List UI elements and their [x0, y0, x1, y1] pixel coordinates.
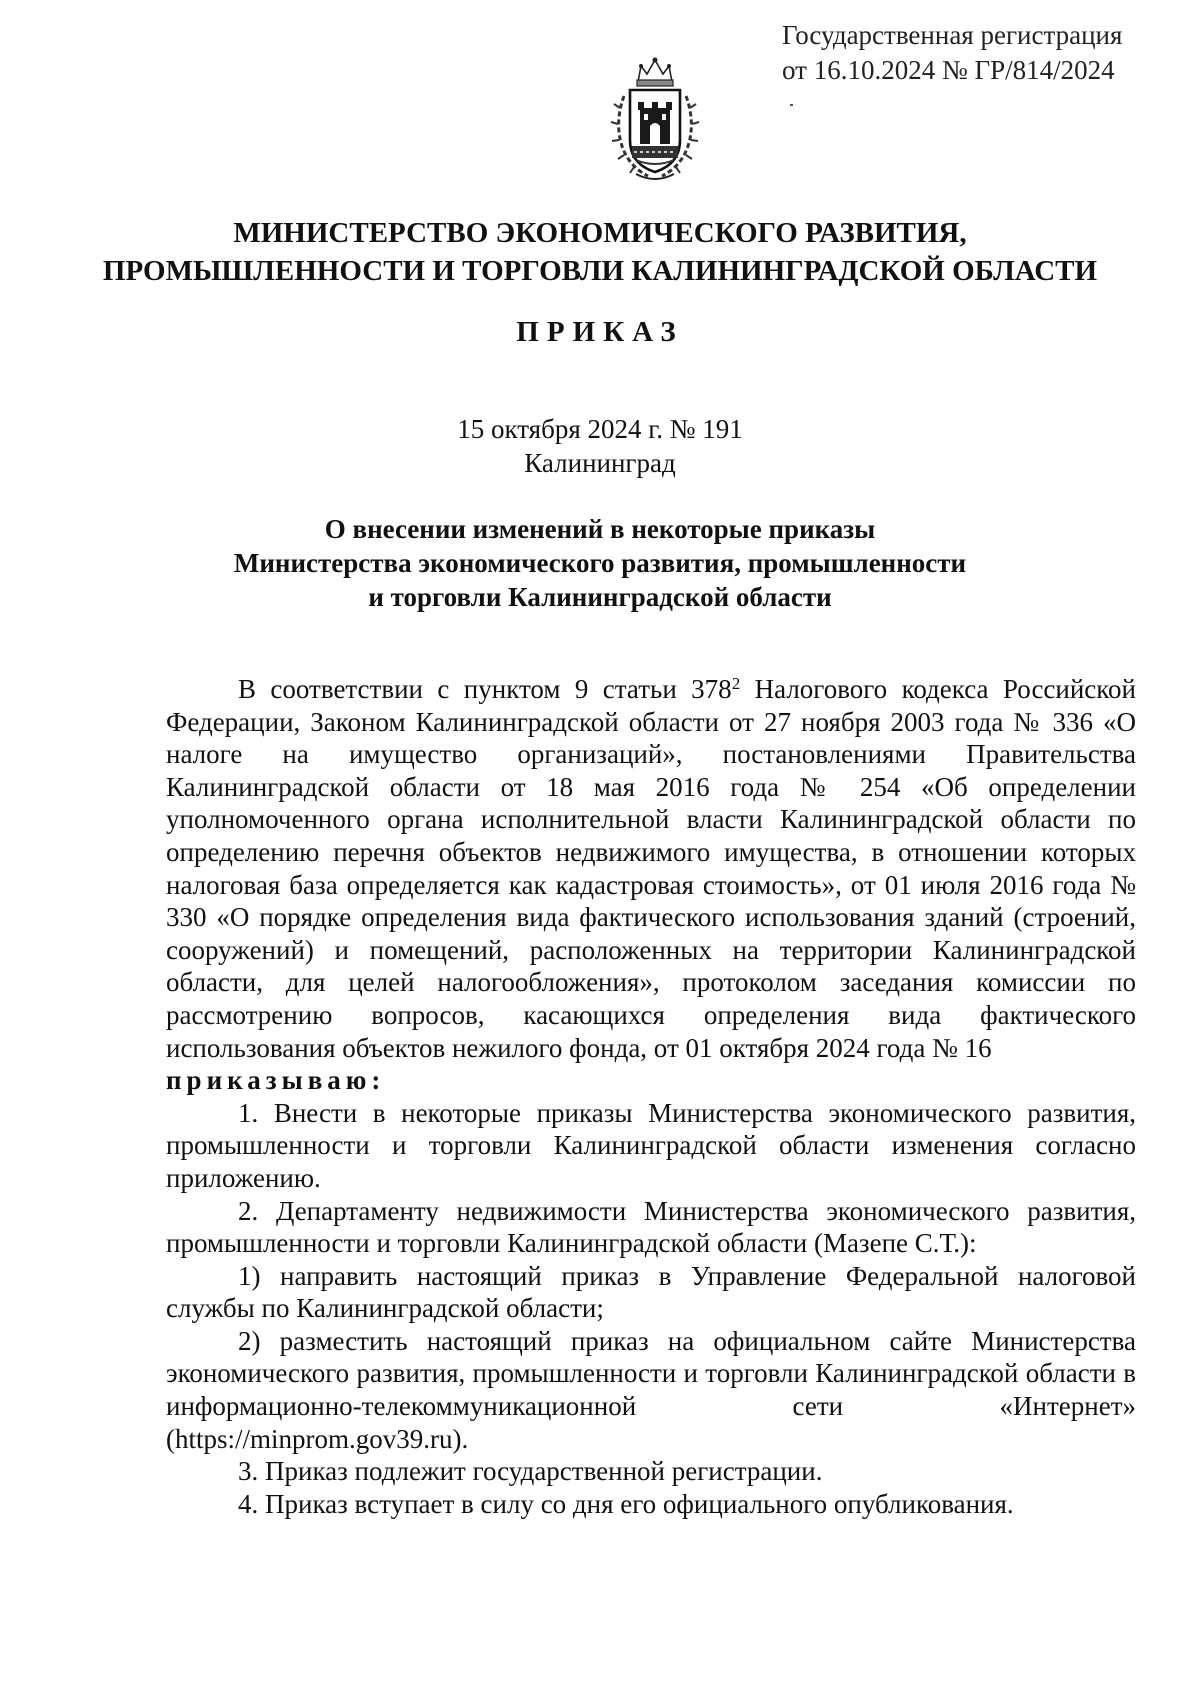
ministry-line-2: ПРОМЫШЛЕННОСТИ И ТОРГОВЛИ КАЛИНИНГРАДСКОЙ ОБЛАСТИ: [102, 255, 1098, 287]
order-body: [166, 673, 1136, 1520]
scan-dot: [790, 104, 793, 106]
order-date-number: 15 октября 2024 г. № 191: [457, 414, 743, 444]
order-city: Калининград: [524, 448, 676, 478]
item-2-sub-2: 2) разместить настоящий приказ на официальном сайте Министерства экономического развития, промышленности и торговли Калининградской области в информационно-телекоммуникационной сети «Интернет» (https://minprom.gov39.ru).: [166, 1325, 1136, 1454]
registration-line-1: Государственная регистрация: [782, 20, 1123, 50]
article-superscript: 2: [731, 674, 741, 693]
item-4: 4. Приказ вступает в силу со дня его официального опубликования.: [238, 1488, 1014, 1519]
preamble-text-start: В соответствии с пунктом 9 статьи 378: [238, 674, 732, 704]
item-1: 1. Внести в некоторые приказы Министерства экономического развития, промышленности и торговли Калининградской области изменения согласно приложению.: [166, 1097, 1136, 1193]
subject-line-3: и торговли Калининградской области: [368, 582, 832, 612]
item-2-sub-1: 1) направить настоящий приказ в Управление Федеральной налоговой службы по Калининградской области;: [166, 1260, 1136, 1324]
ministry-line-1: МИНИСТЕРСТВО ЭКОНОМИЧЕСКОГО РАЗВИТИЯ,: [233, 217, 967, 249]
item-2: 2. Департаменту недвижимости Министерства экономического развития, промышленности и торговли Калининградской области (Мазепе С.Т.):: [166, 1195, 1136, 1259]
ministry-name: [0, 214, 1200, 290]
subject-line-1: О внесении изменений в некоторые приказы: [324, 514, 876, 544]
registration-line-2: от 16.10.2024 № ГР/814/2024: [782, 55, 1115, 85]
prikazyvayu-word: приказываю:: [166, 1065, 386, 1096]
prikazyvayu-line: [166, 1064, 1136, 1097]
subject-line-2: Министерства экономического развития, промышленности: [233, 548, 967, 578]
item-3: 3. Приказ подлежит государственной регистрации.: [238, 1456, 823, 1487]
order-title: ПРИКАЗ: [516, 316, 684, 348]
preamble-paragraph: [166, 673, 1136, 1064]
preamble-text-end: Налогового кодекса Российской Федерации, Законом Калининградской области от 27 ноября 2003 года № 336 «О налоге на имущество организаций», постановлениями Правительства Калининградской области от 18 мая 2016 года № 254 «Об определении уполномоченного органа исполнительной власти Калининградской области по определению перечня объектов недвижимого имущества, в отношении которых налоговая база определяется как кадастровая стоимость», от 01 июля 2016 года № 330 «О порядке определения вида фактического использования зданий (строений, сооружений) и помещений, расположенных на территории Калининградской области, для целей налогообложения», протоколом заседания комиссии по рассмотрению вопросов, касающихся определения вида фактического использования объектов нежилого фонда, от 01 октября 2024 года № 16: [166, 674, 1136, 1063]
registration-stamp: [782, 18, 1122, 88]
order-subject: [0, 512, 1200, 614]
coat-of-arms-emblem: [610, 52, 700, 182]
